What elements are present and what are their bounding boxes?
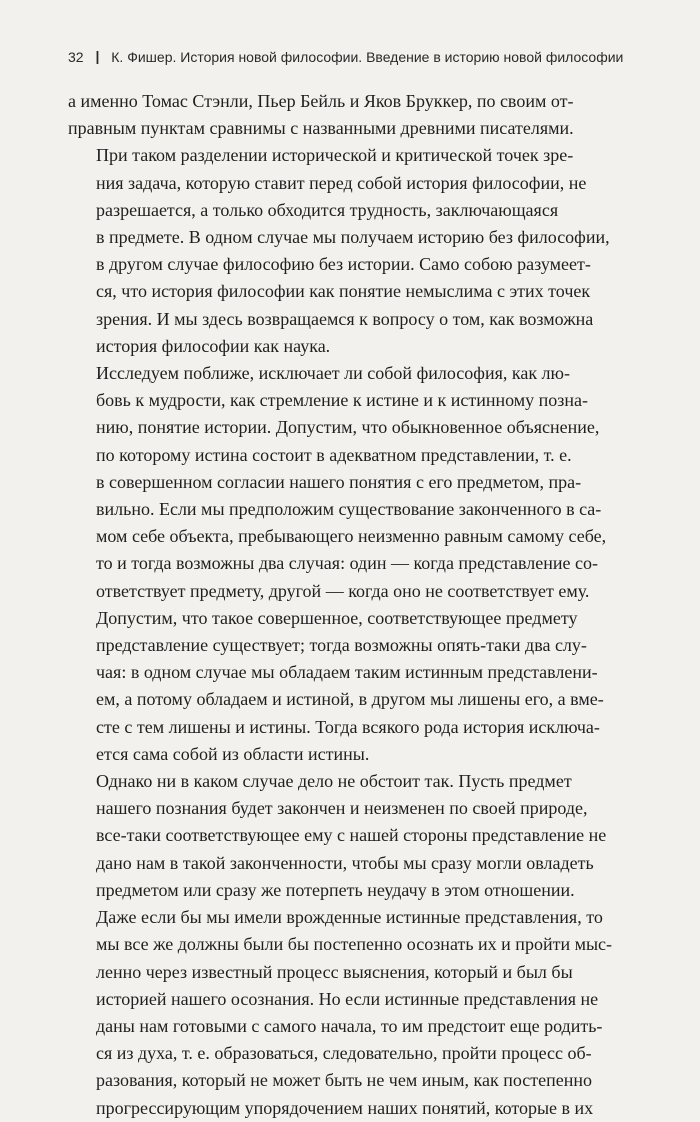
text-line: даны нам готовыми с самого начала, то им предстоит еще родить-: [96, 1015, 603, 1036]
text-line: а именно Томас Стэнли, Пьер Бейль и Яков Бруккер, по своим от-: [68, 91, 574, 111]
text-line: представление существует; тогда возможны опять-таки два слу-: [96, 635, 587, 656]
page-number: 32: [68, 49, 84, 65]
text-line: бовь к мудрости, как стремление к истине и к истинному позна-: [96, 390, 589, 411]
paragraph-3: [68, 360, 670, 768]
text-line: Однако ни в каком случае дело не обстоит так. Пусть предмет: [96, 771, 572, 792]
text-line: ся из духа, т. е. образоваться, следовательно, пройти процесс об-: [96, 1043, 592, 1064]
text-line: разования, который не может быть не чем иным, как постепенно: [96, 1070, 593, 1091]
text-line: нию, понятие истории. Допустим, что обыкновенное объяснение,: [96, 417, 600, 438]
text-line: ся, что история философии как понятие немыслима с этих точек: [96, 281, 591, 302]
header-separator: |: [95, 48, 100, 64]
text-line: сте с тем лишены и истины. Тогда всякого рода история исключа-: [96, 716, 600, 737]
text-line: мы все же должны были бы постепенно осознать их и пройти мыс-: [96, 934, 613, 955]
paragraph-1: [68, 88, 670, 142]
running-title: К. Фишер. История новой философии. Введение в историю новой философии: [111, 49, 624, 65]
text-line: ответствует предмету, другой — когда оно не соответствует ему.: [96, 580, 590, 601]
running-head: [68, 48, 670, 66]
text-line: Допустим, что такое совершенное, соответствующее предмету: [96, 607, 578, 628]
text-line: прогрессирующим упорядочением наших понятий, которые в их: [96, 1097, 594, 1118]
text-line: При таком разделении исторической и критической точек зре-: [96, 145, 574, 166]
text-line: в предмете. В одном случае мы получаем историю без философии,: [96, 227, 610, 248]
text-line: по которому истина состоит в адекватном представлении, т. е.: [96, 444, 572, 465]
text-line: история философии как наука.: [96, 335, 331, 356]
text-line: правным пунктам сравнимы с названными древними писателями.: [68, 118, 574, 139]
main-text: [68, 88, 670, 1122]
text-line: ния задача, которую ставит перед собой история философии, не: [96, 172, 587, 193]
text-line: Исследуем поближе, исключает ли собой философия, как лю-: [96, 363, 570, 384]
text-line: вильно. Если мы предположим существование законченного в са-: [96, 499, 602, 520]
paragraph-2: [68, 142, 670, 360]
text-line: Даже если бы мы имели врожденные истинные представления, то: [96, 907, 603, 928]
text-line: все-таки соответствующее ему с нашей стороны представление не: [96, 825, 607, 846]
text-line: ется сама собой из области истины.: [96, 743, 370, 764]
text-line: мом себе объекта, пребывающего неизменно равным самому себе,: [96, 526, 607, 547]
text-line: предметом или сразу же потерпеть неудачу в этом отношении.: [96, 879, 575, 900]
text-line: зрения. И мы здесь возвращаемся к вопросу о том, как возможна: [96, 308, 594, 329]
paragraph-4: [68, 768, 670, 1122]
text-line: в другом случае философию без истории. Само собою разумеет-: [96, 254, 591, 275]
text-line: разрешается, а только обходится трудность, заключающаяся: [96, 199, 559, 220]
text-line: ем, а потому обладаем и истиной, в другом мы лишены его, а вме-: [96, 689, 604, 710]
text-line: чая: в одном случае мы обладаем таким истинным представлени-: [96, 662, 598, 683]
text-line: нашего познания будет закончен и неизменен по своей природе,: [96, 798, 588, 819]
text-line: то и тогда возможны два случая: один — когда представление со-: [96, 553, 599, 574]
text-line: дано нам в такой законченности, чтобы мы сразу могли овладеть: [96, 852, 594, 873]
text-line: ленно через известный процесс выяснения, который и был бы: [96, 961, 573, 982]
text-line: в совершенном согласии нашего понятия с его предметом, пра-: [96, 471, 582, 492]
text-line: историей нашего осознания. Но если истинные представления не: [96, 988, 599, 1009]
